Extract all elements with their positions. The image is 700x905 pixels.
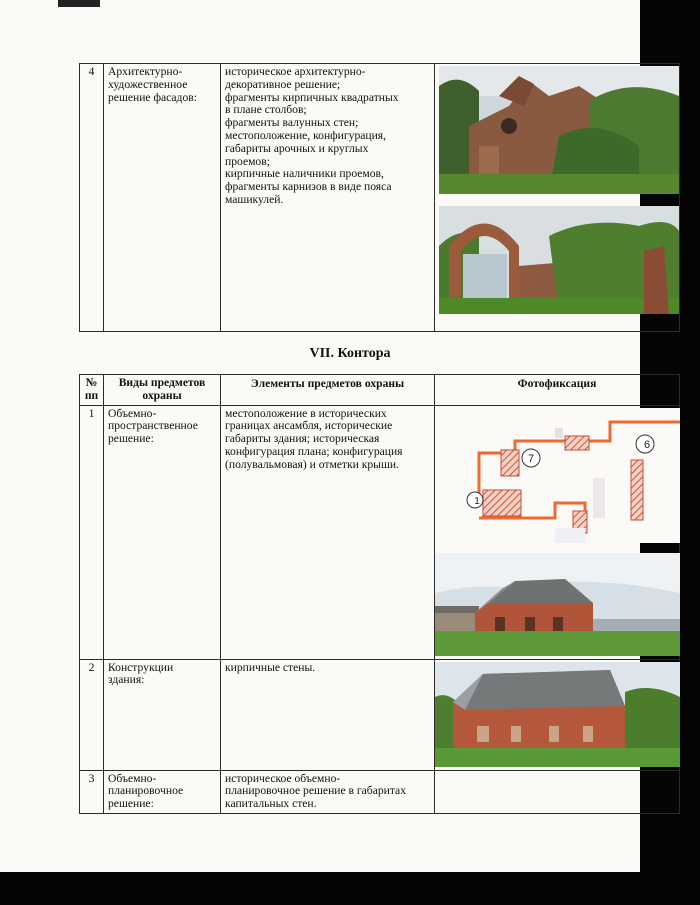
- table-row: [80, 770, 680, 813]
- protection-kind: Объемно- планировочное решение:: [104, 770, 221, 813]
- section-title: VII. Контора: [309, 346, 391, 361]
- table-row: [80, 659, 680, 770]
- photo-cell: [435, 770, 680, 813]
- ruin-wall-photo: [439, 66, 679, 194]
- site-plan-fragment: [435, 408, 680, 543]
- protection-elements: историческое архитектурно- декоративное решение; фрагменты кирпичных квадратных в плане столбов; фрагменты валунных стен; местоположение, конфигурация, габариты арочных и круглых проемов; кирпичные наличники проемов, фрагменты карнизов в виде пояса машикулей.: [221, 64, 435, 332]
- protection-table-office: [79, 374, 680, 814]
- plan-label-1: 1: [474, 495, 480, 507]
- protection-elements: местоположение в исторических границах ансамбля, исторические габариты здания; историческая конфигурация плана; конфигурация (полувальмовая) и отметки крыши.: [221, 405, 435, 659]
- protection-kind: Архитектурно- художественное решение фасадов:: [104, 64, 221, 332]
- protection-elements: кирпичные стены.: [221, 659, 435, 770]
- photo-cell: [435, 659, 680, 770]
- table-row: [80, 405, 680, 659]
- header-kind: Виды предметов охраны: [104, 375, 221, 406]
- row-number: 3: [80, 770, 104, 813]
- brick-wall-photo: [435, 662, 680, 767]
- row-number: 2: [80, 659, 104, 770]
- plan-label-7: 7: [527, 452, 535, 465]
- row-number: 4: [80, 64, 104, 332]
- header-elements: Элементы предметов охраны: [221, 375, 435, 406]
- photo-cell: [435, 64, 680, 332]
- plan-label-6: 6: [643, 438, 651, 451]
- table-header-row: [80, 375, 680, 406]
- ruin-arch-photo: [439, 206, 679, 314]
- header-photo: Фотофиксация: [435, 375, 680, 406]
- header-num: № пп: [80, 375, 104, 406]
- protection-kind: Конструкции здания:: [104, 659, 221, 770]
- scan-mark: [58, 0, 100, 7]
- protection-table-part-6: [79, 63, 680, 332]
- table-row: [80, 64, 680, 332]
- row-number: 1: [80, 405, 104, 659]
- office-building-photo: [435, 553, 680, 656]
- protection-elements: историческое объемно- планировочное решение в габаритах капитальных стен.: [221, 770, 435, 813]
- protection-kind: Объемно- пространственное решение:: [104, 405, 221, 659]
- photo-cell: [435, 405, 680, 659]
